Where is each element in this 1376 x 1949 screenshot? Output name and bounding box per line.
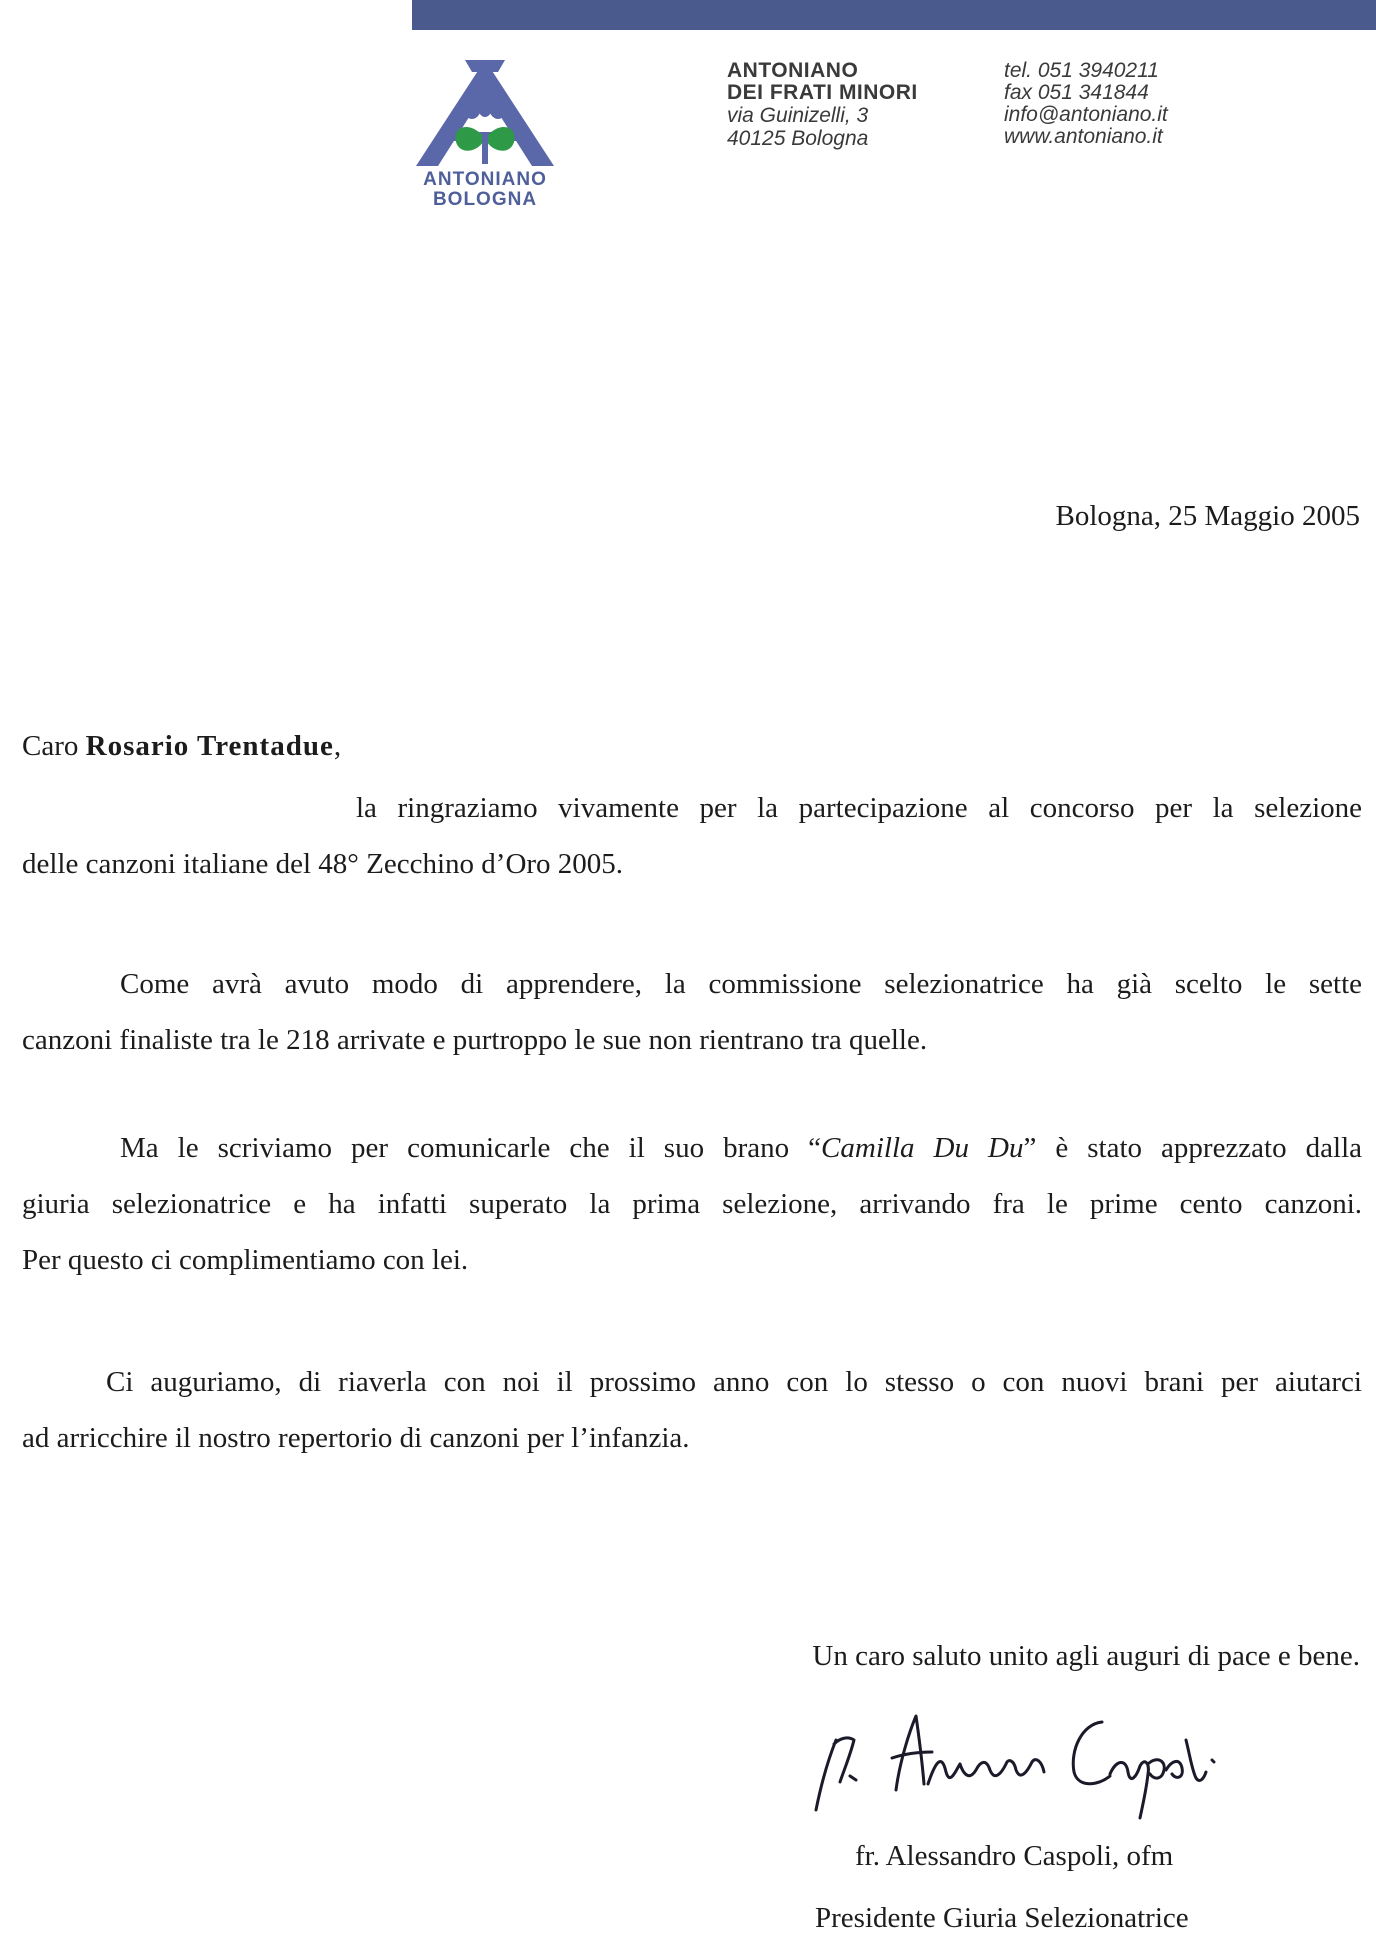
email-address: info@antoniano.it: [1004, 103, 1168, 126]
phone-number: tel. 051 3940211: [1004, 59, 1159, 82]
website: www.antoniano.it: [1004, 125, 1163, 148]
salutation: [22, 730, 341, 763]
paragraph-1-line-2: delle canzoni italiane del 48° Zecchino d’Oro 2005.: [22, 848, 624, 880]
header-band: [412, 0, 1376, 30]
paragraph-3-line-1-end: ” è stato apprezzato dalla: [1023, 1132, 1362, 1164]
paragraph-4-line-2: ad arricchire il nostro repertorio di canzoni per l’infanzia.: [22, 1422, 690, 1454]
address-line1: via Guinizelli, 3: [727, 104, 869, 127]
logo-text-antoniano: ANTONIANO: [423, 169, 547, 190]
salutation-suffix: ,: [333, 730, 342, 762]
paragraph-2-line-2: canzoni finaliste tra le 218 arrivate e purtroppo le sue non rientrano tra quelle.: [22, 1024, 928, 1056]
paragraph-3-line-2: giuria selezionatrice e ha infatti superato la prima selezione, arrivando fra le prime cento canzoni.: [22, 1188, 1362, 1220]
paragraph-2: [22, 956, 1362, 1068]
salutation-prefix: Caro: [22, 730, 86, 762]
contact-block: [1004, 60, 1168, 148]
letter-date: Bologna, 25 Maggio 2005: [1055, 500, 1360, 532]
antoniano-logo: [410, 56, 560, 216]
closing-line: Un caro saluto unito agli auguri di pace e bene.: [812, 1640, 1360, 1672]
org-name-line1: ANTONIANO: [727, 59, 859, 82]
recipient-name: Rosario Trentadue: [85, 730, 334, 762]
org-block: [727, 60, 918, 150]
paragraph-3: [22, 1120, 1362, 1288]
signer-block: [815, 1825, 1189, 1949]
paragraph-2-line-1: Come avrà avuto modo di apprendere, la commissione selezionatrice ha già scelto le sette: [120, 968, 1362, 1000]
paragraph-4-line-1: Ci auguriamo, di riaverla con noi il prossimo anno con lo stesso o con nuovi brani per aiutarci: [106, 1366, 1362, 1398]
song-title: Camilla Du Du: [821, 1132, 1024, 1164]
signer-name: fr. Alessandro Caspoli, ofm: [855, 1840, 1174, 1872]
paragraph-3-line-3: Per questo ci complimentiamo con lei.: [22, 1244, 469, 1276]
org-name-line2: DEI FRATI MINORI: [727, 81, 918, 104]
handwritten-signature: [800, 1700, 1270, 1820]
paragraph-1-line-1: la ringraziamo vivamente per la partecipazione al concorso per la selezione: [356, 792, 1362, 824]
paragraph-3-line-1: [22, 1120, 1362, 1176]
paragraph-4: [22, 1354, 1362, 1466]
paragraph-3-line-1-start: Ma le scriviamo per comunicarle che il suo brano “: [120, 1132, 822, 1164]
signer-title: Presidente Giuria Selezionatrice: [815, 1902, 1189, 1934]
fax-number: fax 051 341844: [1004, 81, 1149, 104]
paragraph-1: [22, 780, 1362, 892]
logo-text-bologna: BOLOGNA: [432, 189, 538, 210]
address-line2: 40125 Bologna: [727, 127, 869, 150]
logo-a-icon: [410, 56, 560, 171]
